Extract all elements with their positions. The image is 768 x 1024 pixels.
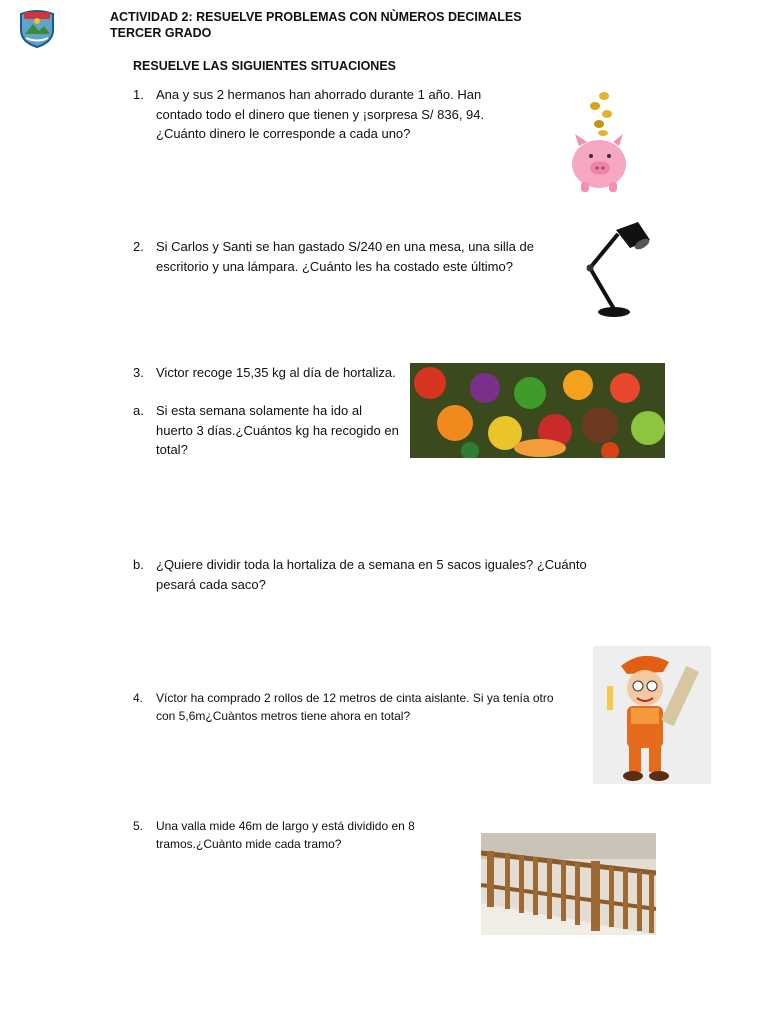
- desk-lamp-image: [556, 212, 676, 324]
- problem-2-number: 2.: [133, 239, 144, 254]
- problem-1-number: 1.: [133, 87, 144, 102]
- grade-label: TERCER GRADO: [110, 26, 212, 40]
- problem-4-number: 4.: [133, 691, 144, 705]
- piggy-bank-image: [537, 84, 661, 200]
- section-title: RESUELVE LAS SIGUIENTES SITUACIONES: [133, 59, 397, 73]
- problem-5-text: Una valla mide 46m de largo y está dividido en 8 tramos.¿Cuànto mide cada tramo?: [156, 819, 415, 851]
- problem-3b-text: ¿Quiere dividir toda la hortaliza de a semana en 5 sacos iguales? ¿Cuánto pesará cada saco?: [156, 557, 587, 592]
- worker-image: [593, 646, 711, 784]
- problem-3a-letter: a.: [133, 403, 144, 418]
- school-crest-icon: [18, 8, 56, 48]
- problem-1-text: Ana y sus 2 hermanos han ahorrado durante 1 año. Han contado todo el dinero que tienen y ¡sorpresa S/ 836, 94. ¿Cuánto dinero le corresponde a cada uno?: [156, 87, 485, 141]
- problem-3a-text: Si esta semana solamente ha ido al huerto 3 días.¿Cuántos kg ha recogido en total?: [156, 403, 399, 457]
- problem-4-text: Víctor ha comprado 2 rollos de 12 metros de cinta aislante. Si ya tenía otro con 5,6m¿Cuàntos metros tiene ahora en total?: [156, 691, 554, 723]
- activity-title: ACTIVIDAD 2: RESUELVE PROBLEMAS CON NÙMEROS DECIMALES: [110, 10, 522, 24]
- problem-3-number: 3.: [133, 365, 144, 380]
- vegetables-image: [410, 363, 665, 458]
- problem-3-text: Victor recoge 15,35 kg al día de hortaliza.: [156, 365, 396, 380]
- problem-3b-letter: b.: [133, 557, 144, 572]
- fence-image: [481, 833, 656, 935]
- problem-2-text: Si Carlos y Santi se han gastado S/240 en una mesa, una silla de escritorio y una lámpara. ¿Cuánto les ha costado este último?: [156, 239, 534, 274]
- problem-5-number: 5.: [133, 819, 144, 833]
